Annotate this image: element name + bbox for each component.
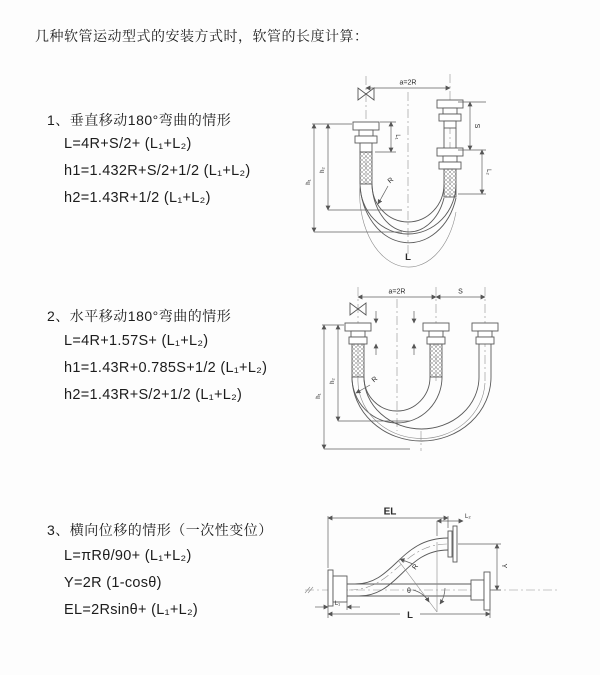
section1-heading: 1、垂直移动180°弯曲的情形: [47, 112, 232, 128]
dim-r-label: R: [411, 563, 421, 572]
right-fitting-upper: [437, 100, 463, 148]
left-fitting: [345, 323, 371, 377]
section2-formula-L: L=4R+1.57S+ (L₁+L₂): [64, 333, 209, 349]
dimensions: [315, 507, 507, 622]
dim-l-label: L: [405, 252, 411, 263]
section3-heading: 3、横向位移的情形（一次性变位）: [47, 522, 273, 538]
dim-y-label: Y: [500, 563, 507, 569]
section3-formula-Y: Y=2R (1-cosθ): [64, 575, 162, 591]
section3-formula-L: L=πRθ/90+ (L₁+L₂): [64, 548, 192, 564]
section2-formula-h2: h2=1.43R+S/2+1/2 (L₁+L₂): [64, 387, 243, 403]
diagram-horizontal-180-bend: [310, 281, 598, 471]
dim-h2-label: h₂: [320, 167, 326, 173]
section1-formula-h2: h2=1.43R+1/2 (L₁+L₂): [64, 190, 211, 206]
right-upper-flange: [448, 526, 457, 562]
dim-l2-label: L₂: [465, 514, 471, 520]
dim-l-label: L: [407, 610, 413, 621]
right-fitting-lower: [437, 148, 463, 197]
curved-hose: [355, 538, 448, 596]
dim-s-label: S: [458, 288, 463, 296]
dimensions: [316, 289, 485, 450]
dim-a2r-label: a=2R: [388, 288, 406, 296]
page-title: 几种软管运动型式的安装方式时，软管的长度计算：: [35, 28, 369, 44]
section1-formula-h1: h1=1.432R+S/2+1/2 (L₁+L₂): [64, 163, 251, 179]
diagram-vertical-180-bend: [298, 72, 588, 262]
dim-l2-label: L₂: [485, 169, 491, 175]
dim-l1-label: L₁: [394, 134, 400, 140]
section2-heading: 2、水平移动180°弯曲的情形: [47, 308, 232, 324]
dim-h2-label: h₂: [330, 378, 336, 384]
dim-h1-label: h₁: [306, 179, 312, 185]
left-fitting: [353, 122, 379, 184]
dim-r-label: R: [370, 375, 380, 385]
dim-h1-label: h₁: [316, 393, 322, 399]
dim-theta-label: θ: [407, 588, 411, 595]
section3-formula-EL: EL=2Rsinθ+ (L₁+L₂): [64, 602, 199, 618]
section1-formula-L: L=4R+S/2+ (L₁+L₂): [64, 136, 192, 152]
right-lower-flange: [471, 572, 490, 610]
dim-a2r-label: a=2R: [399, 79, 417, 87]
dim-el-label: EL: [383, 506, 397, 518]
section2-formula-h1: h1=1.43R+0.785S+1/2 (L₁+L₂): [64, 360, 268, 376]
diagram-lateral-displacement: [295, 498, 600, 675]
dim-r-label: R: [386, 176, 396, 186]
middle-fitting: [423, 323, 449, 377]
dim-s-label: S: [473, 123, 480, 129]
dim-l1-label: L₁: [334, 601, 341, 607]
angle-construction: [398, 542, 445, 612]
hose-u-bends: [352, 377, 491, 441]
